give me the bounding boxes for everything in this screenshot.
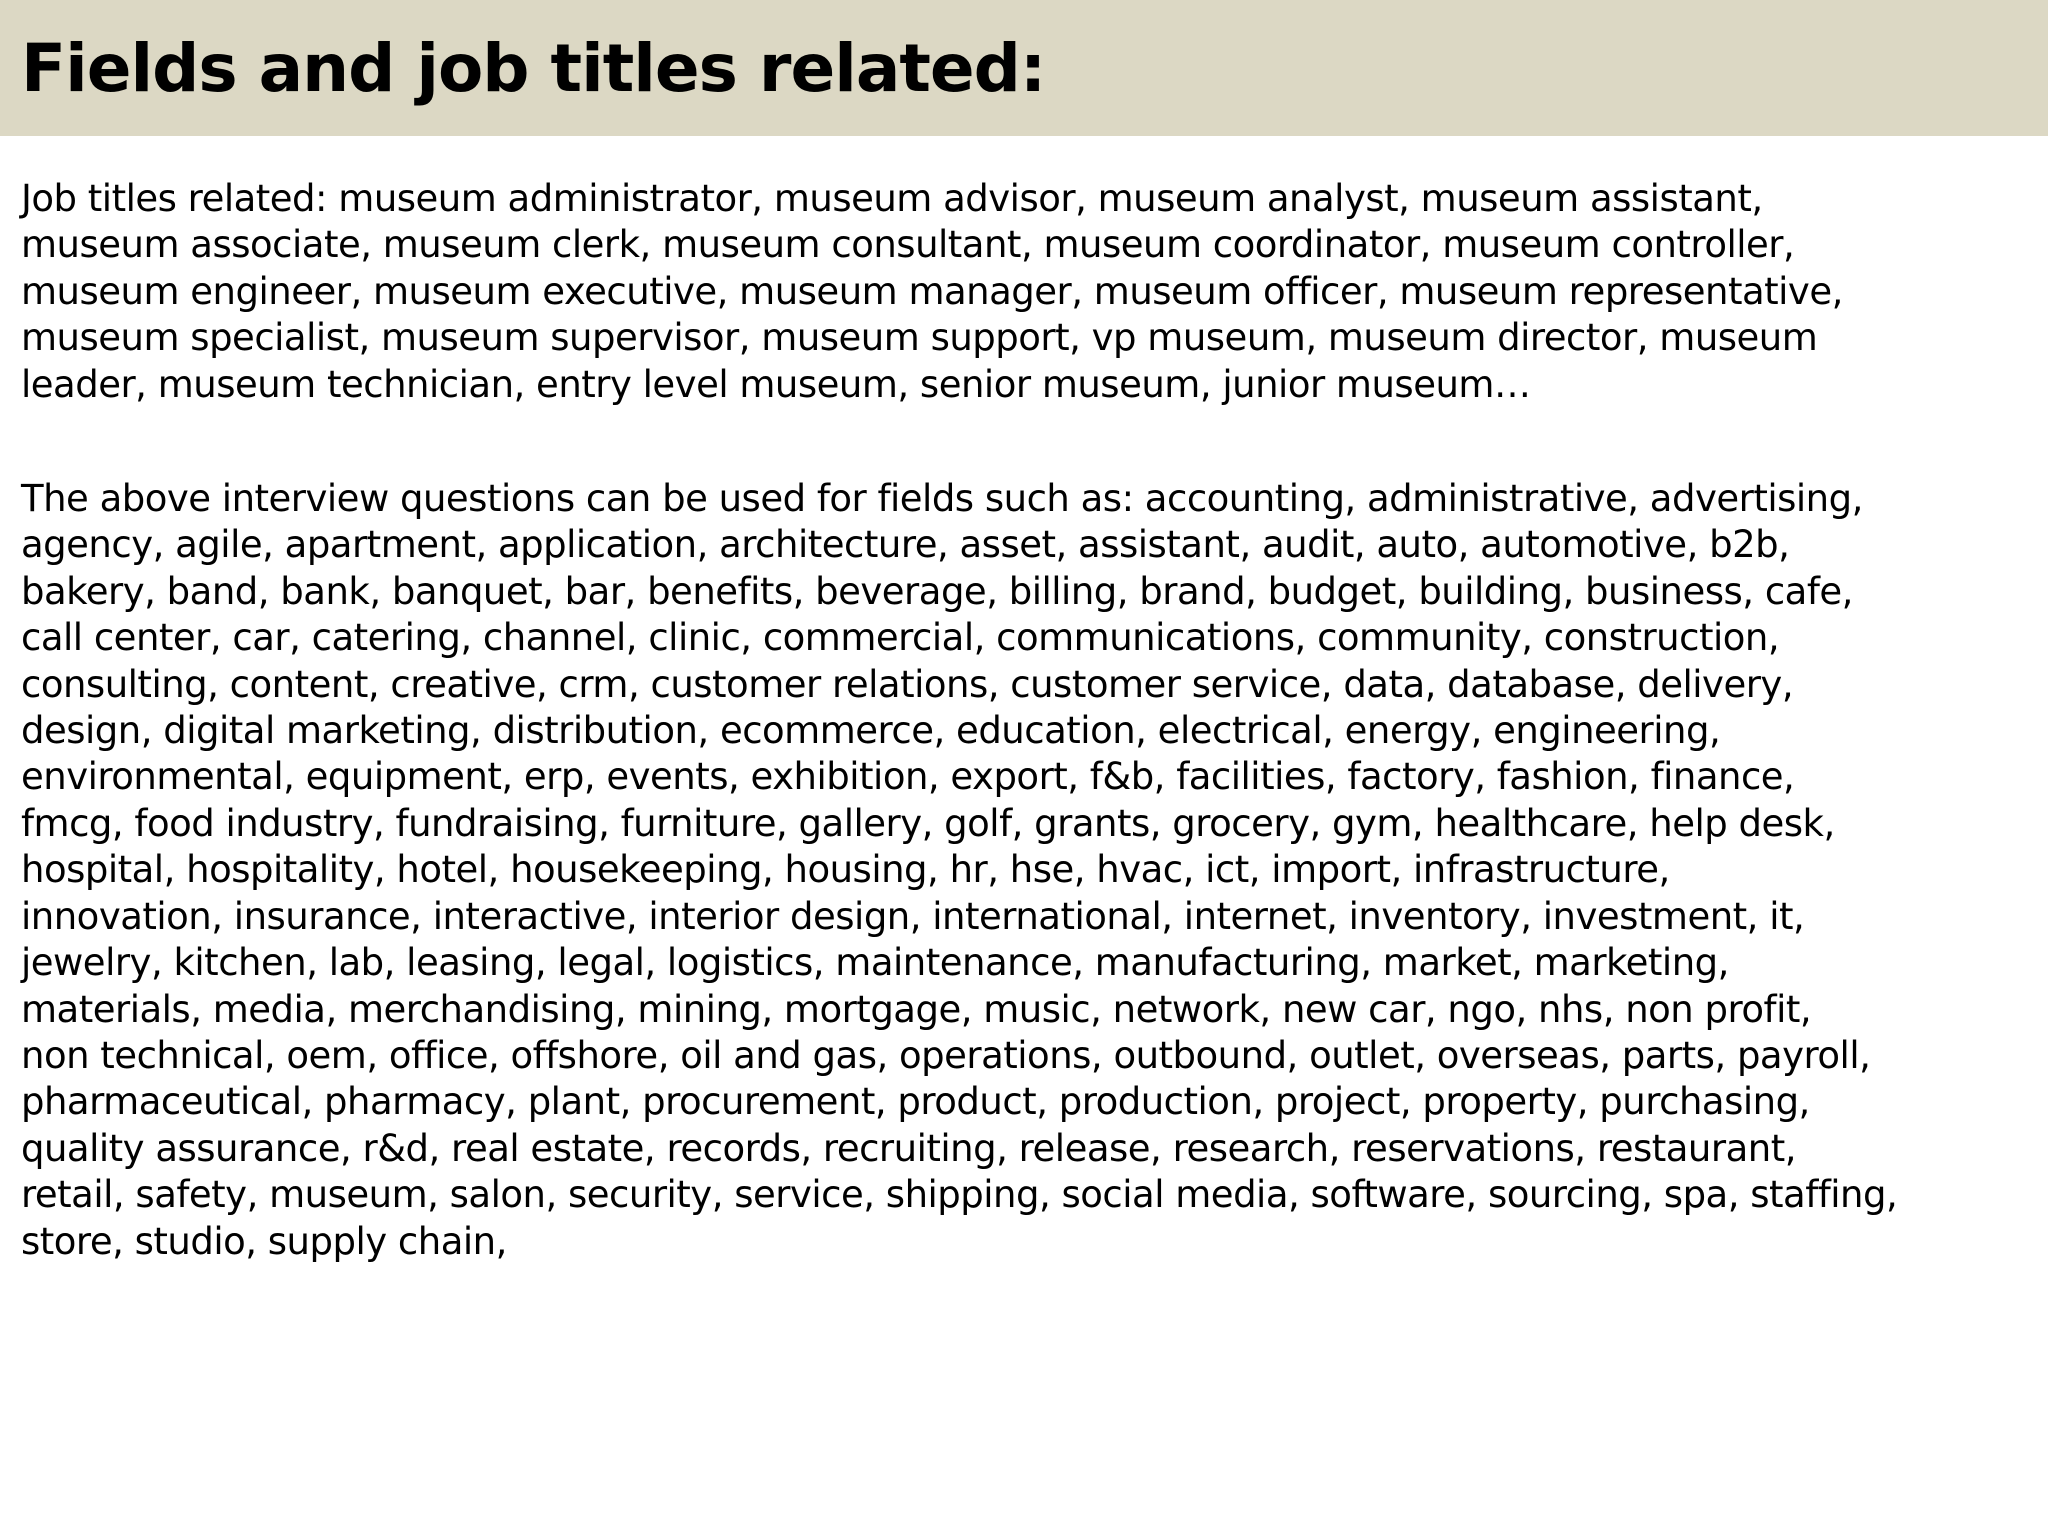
fields-line: The above interview questions can be used for fields such as: accounting, administrative, advertising, (21, 477, 1863, 521)
fields-line: agency, agile, apartment, application, architecture, asset, assistant, audit, auto, automotive, b2b, (21, 523, 1790, 567)
paragraph-spacer (21, 408, 2031, 476)
job-titles-line: museum engineer, museum executive, museum manager, museum officer, museum representative, (21, 269, 1843, 313)
fields-line: design, digital marketing, distribution, ecommerce, education, electrical, energy, engineering, (21, 709, 1721, 753)
fields-line: retail, safety, museum, salon, security, service, shipping, social media, software, sourcing, spa, staffing, (21, 1173, 1898, 1217)
slide-title: Fields and job titles related: (21, 30, 1046, 107)
fields-line: consulting, content, creative, crm, customer relations, customer service, data, database, delivery, (21, 662, 1794, 706)
fields-paragraph (21, 476, 2031, 1265)
fields-line: innovation, insurance, interactive, interior design, international, internet, inventory, investment, it, (21, 894, 1805, 938)
title-band (0, 0, 2048, 136)
fields-line: fmcg, food industry, fundraising, furniture, gallery, golf, grants, grocery, gym, healthcare, help desk, (21, 801, 1835, 845)
slide-body (21, 176, 2031, 1265)
job-titles-line: museum specialist, museum supervisor, museum support, vp museum, museum director, museum (21, 316, 1818, 360)
fields-line: pharmaceutical, pharmacy, plant, procurement, product, production, project, property, purchasing, (21, 1080, 1810, 1124)
fields-line: environmental, equipment, erp, events, exhibition, export, f&b, facilities, factory, fashion, finance, (21, 755, 1795, 799)
fields-line: call center, car, catering, channel, clinic, commercial, communications, community, construction, (21, 616, 1780, 660)
fields-line: bakery, band, bank, banquet, bar, benefits, beverage, billing, brand, budget, building, business, cafe, (21, 569, 1853, 613)
job-titles-paragraph (21, 176, 2031, 408)
fields-line: store, studio, supply chain, (21, 1219, 507, 1263)
fields-line: quality assurance, r&d, real estate, records, recruiting, release, research, reservations, restaurant, (21, 1126, 1796, 1170)
job-titles-line: Job titles related: museum administrator, museum advisor, museum analyst, museum assistant, (21, 177, 1763, 220)
fields-line: jewelry, kitchen, lab, leasing, legal, logistics, maintenance, manufacturing, market, marketing, (21, 941, 1729, 985)
fields-line: non technical, oem, office, offshore, oil and gas, operations, outbound, outlet, overseas, parts, payroll, (21, 1033, 1871, 1077)
job-titles-line: museum associate, museum clerk, museum consultant, museum coordinator, museum controller, (21, 223, 1795, 267)
fields-line: materials, media, merchandising, mining, mortgage, music, network, new car, ngo, nhs, non profit, (21, 987, 1812, 1031)
job-titles-line: leader, museum technician, entry level museum, senior museum, junior museum… (21, 362, 1531, 406)
fields-line: hospital, hospitality, hotel, housekeeping, housing, hr, hse, hvac, ict, import, infrastructure, (21, 848, 1670, 892)
